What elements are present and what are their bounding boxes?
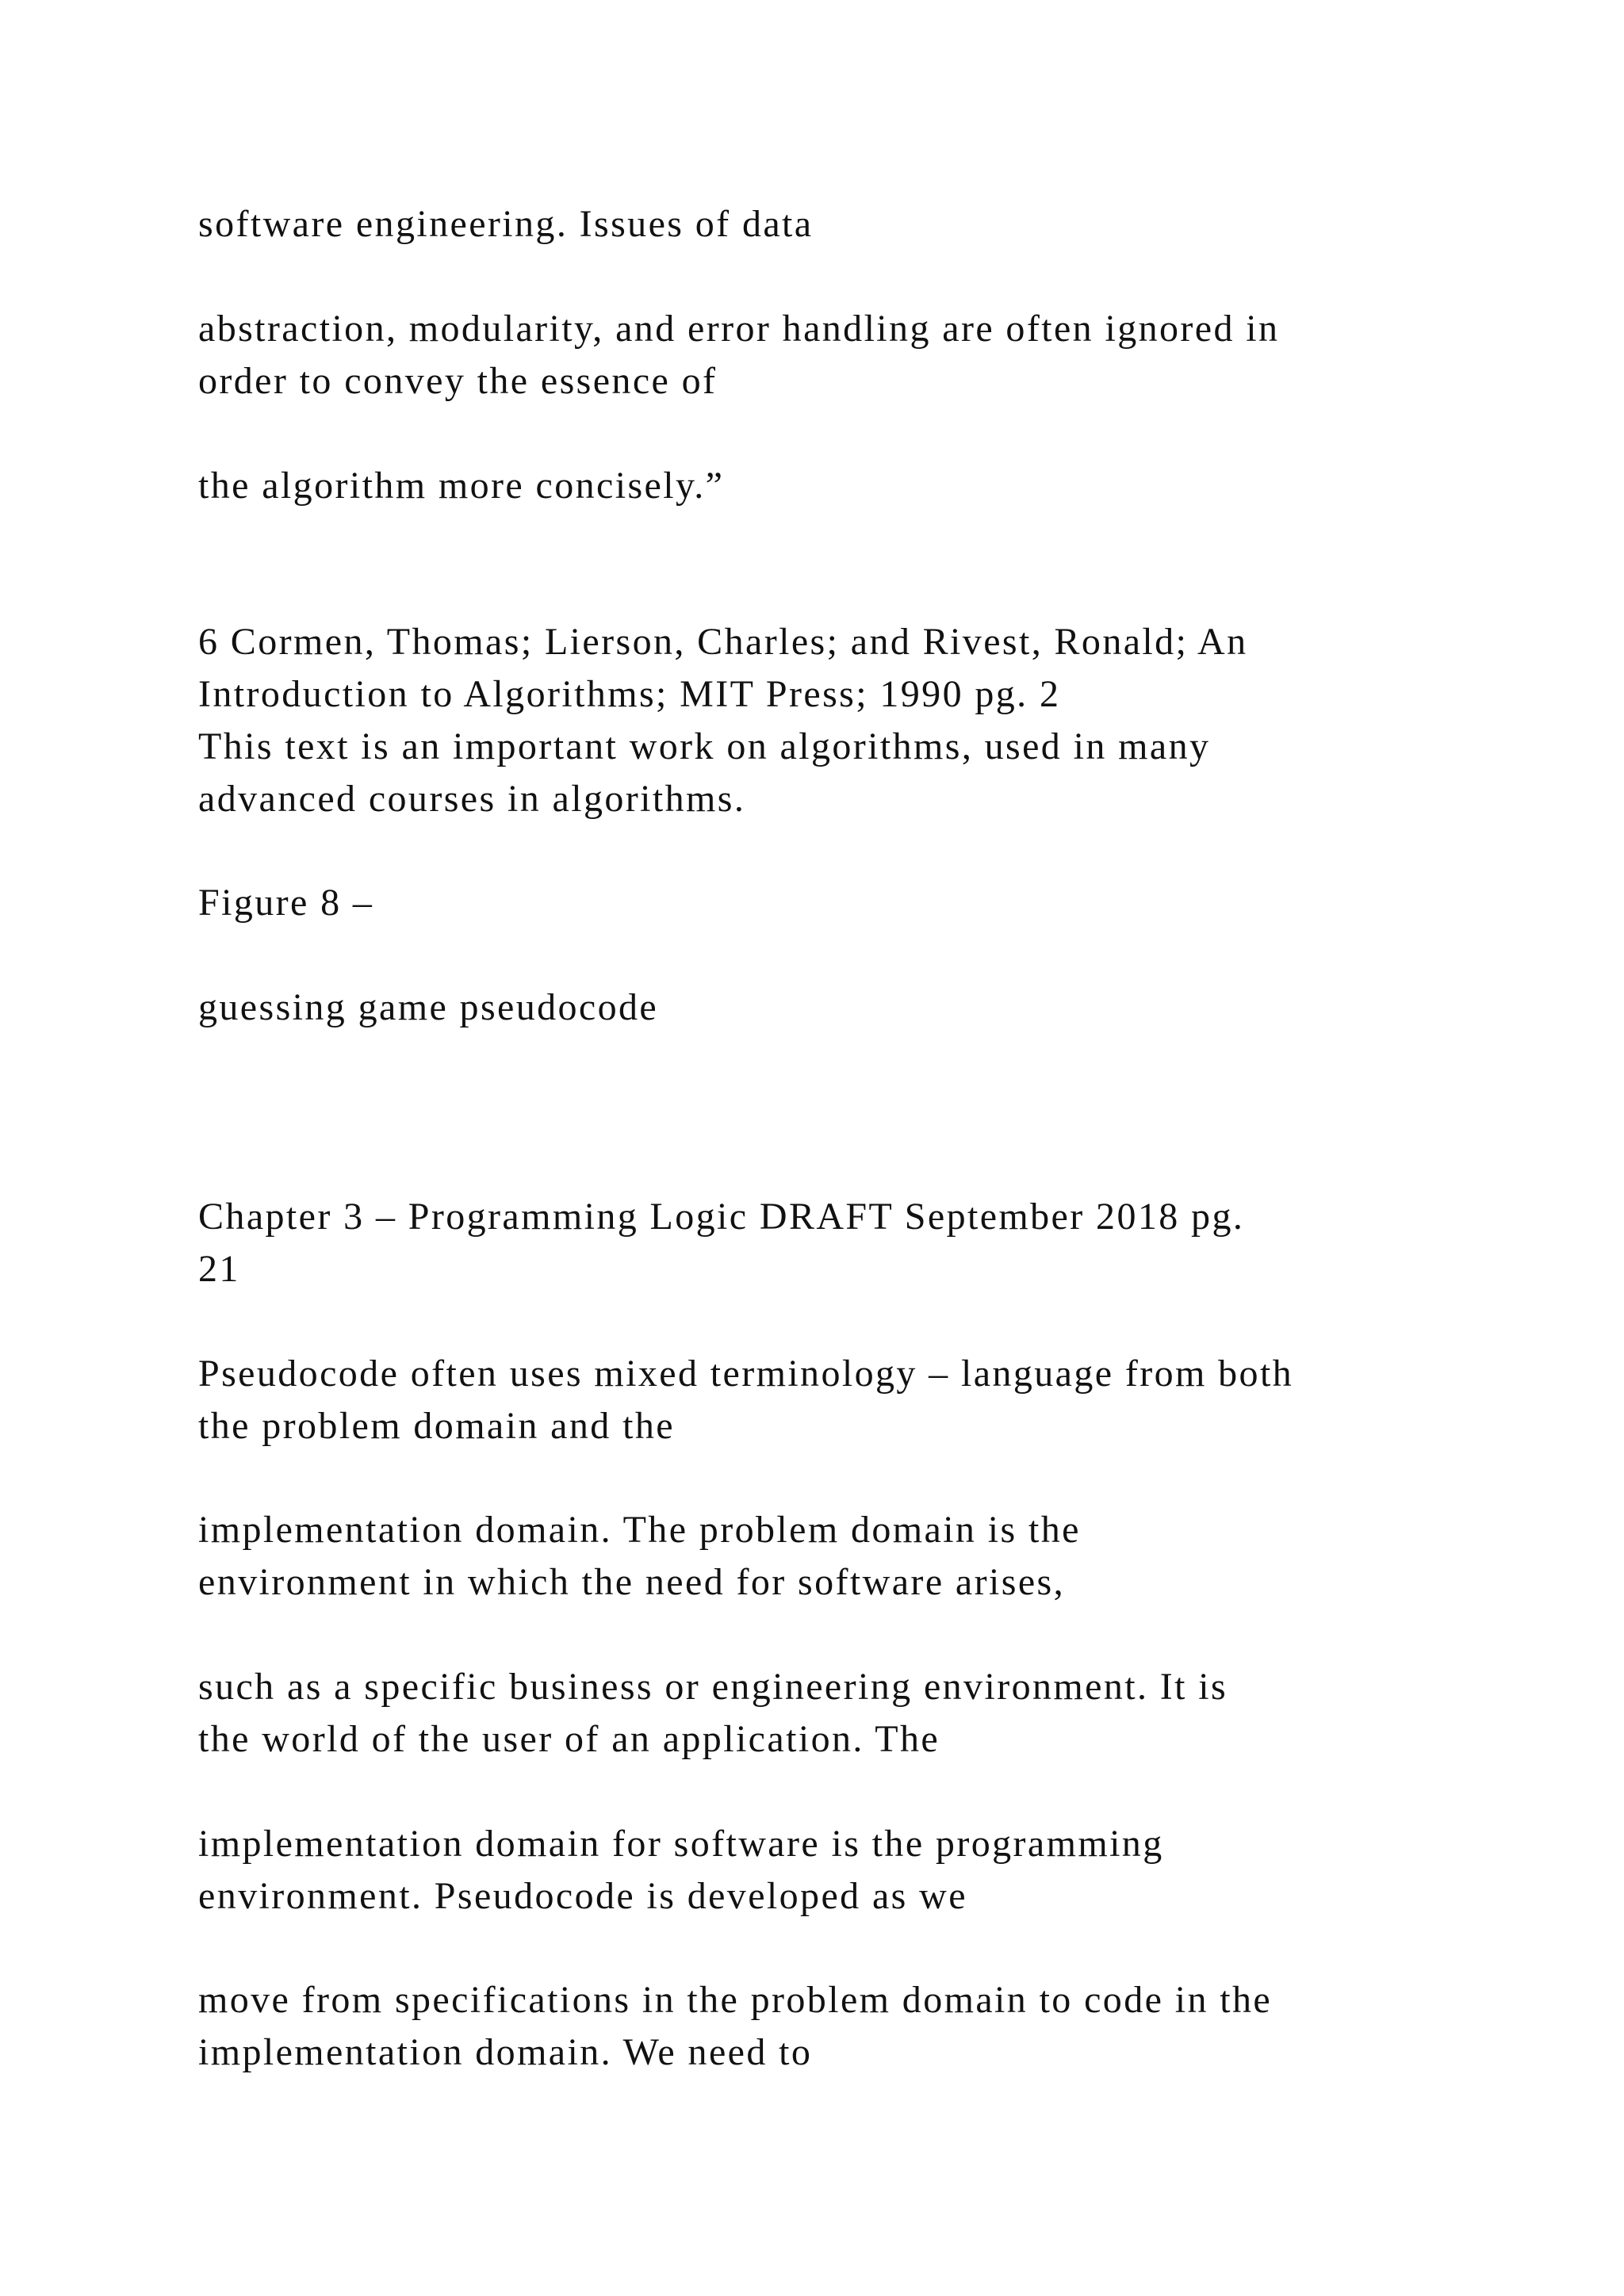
text-line: 6 Cormen, Thomas; Lierson, Charles; and Rivest, Ronald; An — [198, 621, 1248, 663]
text-line: the problem domain and the — [198, 1405, 675, 1447]
text-line: such as a specific business or engineering environment. It is — [198, 1666, 1228, 1708]
text-line: environment in which the need for software arises, — [198, 1561, 1066, 1603]
text-line: implementation domain. The problem domain is the — [198, 1509, 1081, 1551]
paragraph-business-environment — [198, 1661, 1507, 1766]
text-line: environment. Pseudocode is developed as we — [198, 1875, 967, 1917]
page-header — [198, 1191, 1507, 1295]
text-line: move from specifications in the problem domain to code in the — [198, 1979, 1273, 2021]
figure-caption-title — [198, 982, 1507, 1034]
footnote-cormen — [198, 616, 1507, 825]
figure-caption-label — [198, 877, 1507, 929]
text-line: 21 — [198, 1248, 240, 1290]
text-line: Chapter 3 – Programming Logic DRAFT September 2018 pg. — [198, 1196, 1245, 1238]
paragraph-pseudocode-terminology — [198, 1348, 1507, 1452]
paragraph-specifications — [198, 1974, 1507, 2079]
text-line: Figure 8 – — [198, 882, 374, 924]
text-line: This text is an important work on algorithms, used in many — [198, 725, 1211, 767]
text-line: advanced courses in algorithms. — [198, 778, 746, 820]
paragraph-implementation-domain — [198, 1504, 1507, 1609]
paragraph-software-engineering — [198, 198, 1507, 251]
paragraph-algorithm-concisely — [198, 460, 1507, 512]
paragraph-programming-environment — [198, 1818, 1507, 1923]
text-line: guessing game pseudocode — [198, 986, 659, 1028]
text-line: Pseudocode often uses mixed terminology – language from both — [198, 1353, 1294, 1395]
text-line: abstraction, modularity, and error handling are often ignored in — [198, 308, 1280, 350]
text-line: Introduction to Algorithms; MIT Press; 1990 pg. 2 — [198, 673, 1061, 715]
text-line: order to convey the essence of — [198, 360, 718, 402]
text-line: software engineering. Issues of data — [198, 203, 814, 245]
text-line: the world of the user of an application. The — [198, 1718, 940, 1760]
text-line: the algorithm more concisely.” — [198, 465, 725, 507]
text-line: implementation domain for software is the programming — [198, 1823, 1164, 1865]
text-line: implementation domain. We need to — [198, 2031, 813, 2073]
paragraph-abstraction — [198, 303, 1507, 408]
